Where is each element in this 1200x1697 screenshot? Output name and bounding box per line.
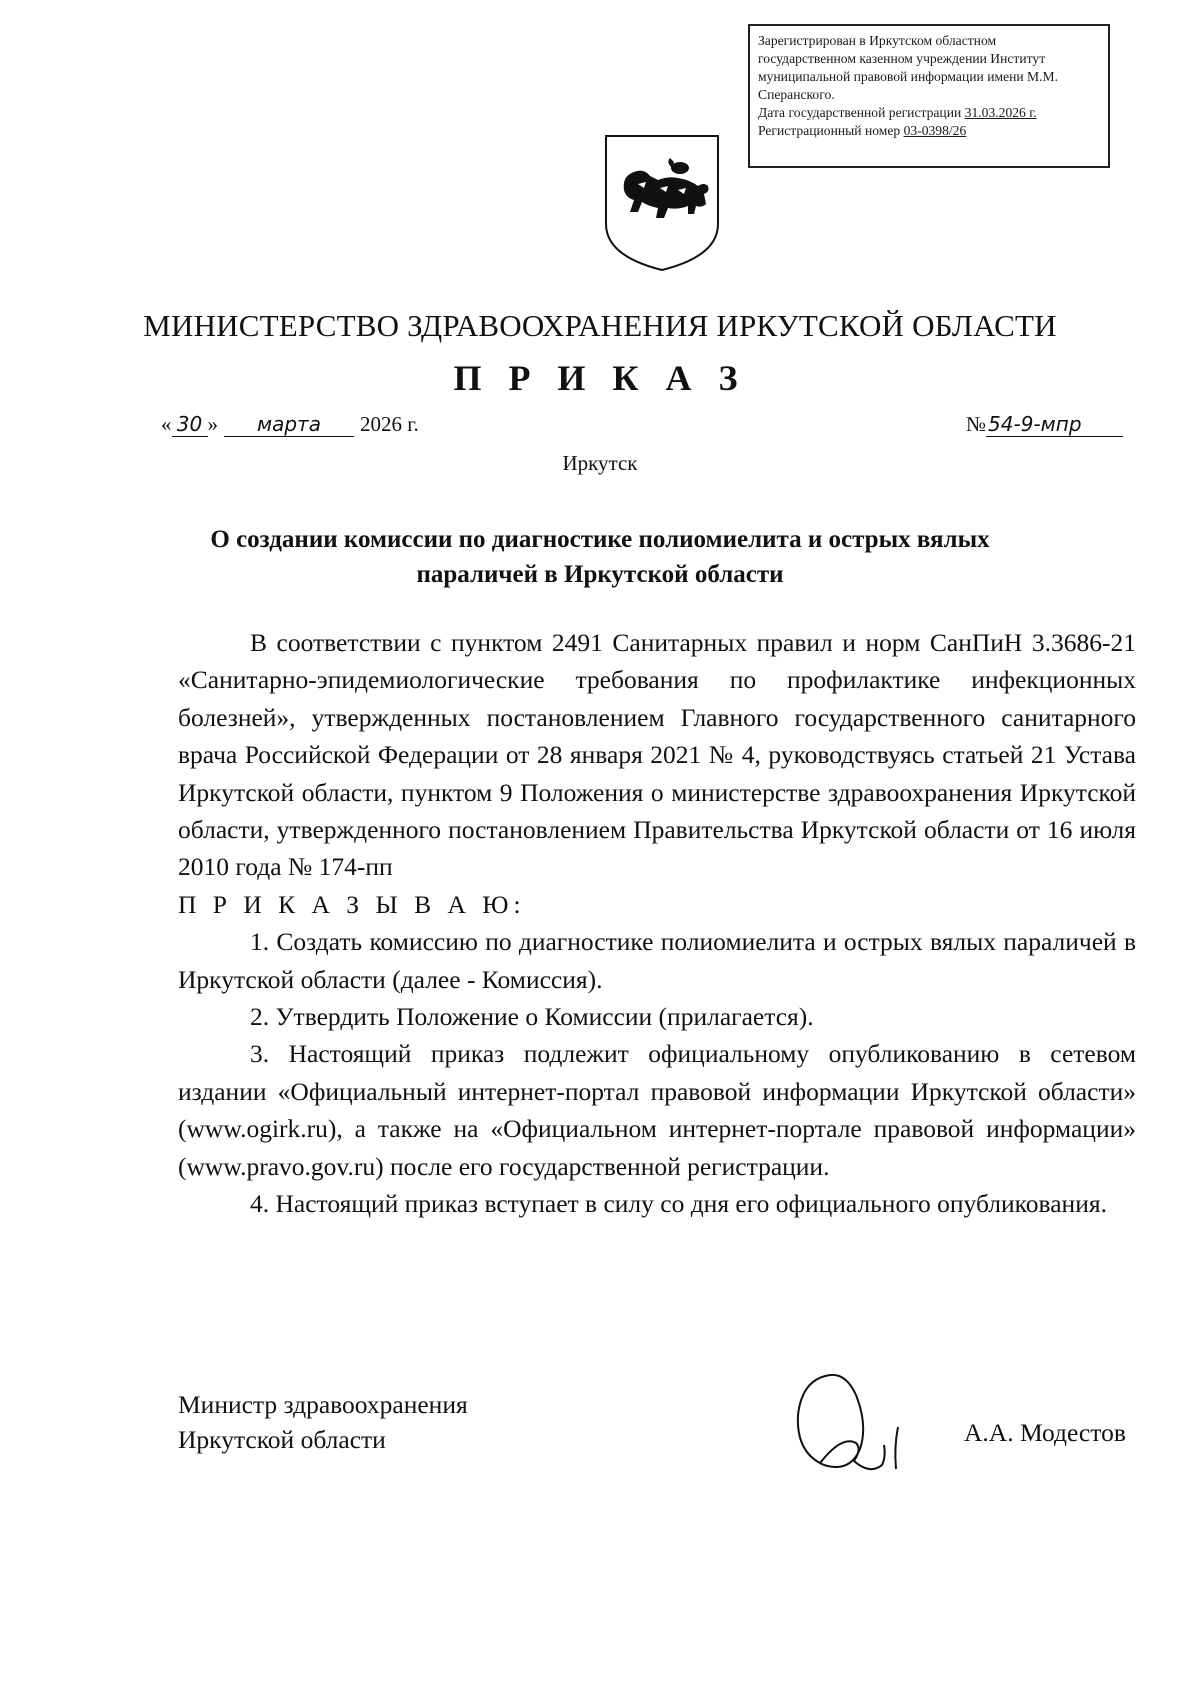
date-year: 2026 г.	[360, 412, 419, 436]
order-date	[161, 412, 419, 437]
signatory-title-line-1: Министр здравоохранения	[178, 1390, 468, 1419]
registration-number-label: Регистрационный номер	[758, 123, 904, 138]
order-item-1: 1. Создать комиссию по диагностике полиомиелита и острых вялых параличей в Иркутской области (далее - Комиссия).	[178, 927, 1136, 994]
city: Иркутск	[562, 451, 638, 475]
registration-date-label: Дата государственной регистрации	[758, 105, 965, 120]
registration-line-2: государственном казенном учреждении Институт	[758, 51, 1046, 66]
registration-number	[758, 122, 1100, 140]
date-day: 30	[172, 412, 208, 437]
document-type-title: П Р И К А З	[453, 358, 747, 398]
registration-stamp	[748, 24, 1110, 168]
order-item-3: 3. Настоящий приказ подлежит официальному опубликованию в сетевом издании «Официальный интернет-портал правовой информации Иркутской области» (www.ogirk.ru), а также на «Официальном интернет-портале правовой информации» (www.pravo.gov.ru) после его государственной регистрации.	[178, 1039, 1136, 1181]
heading-line-1: О создании комиссии по диагностике полиомиелита и острых вялых	[210, 526, 990, 553]
order-heading	[180, 522, 1020, 592]
order-body	[178, 624, 1136, 1223]
signatory-name: А.А. Модестов	[964, 1418, 1126, 1447]
order-number-label: №	[966, 412, 987, 436]
date-close-quote: »	[207, 412, 218, 436]
ministry-name: МИНИСТЕРСТВО ЗДРАВООХРАНЕНИЯ ИРКУТСКОЙ ОБЛАСТИ	[143, 308, 1057, 343]
preamble-paragraph: В соответствии с пунктом 2491 Санитарных правил и норм СанПиН 3.3686-21 «Санитарно-эпидемиологические требования по профилактике инфекционных болезней», утвержденных постановлением Главного государственного санитарного врача Российской Федерации от 28 января 2021 № 4, руководствуясь статьей 21 Устава Иркутской области, пунктом 9 Положения о министерстве здравоохранения Иркутской области, утвержденного постановлением Правительства Иркутской области от 16 июля 2010 года № 174-пп	[178, 628, 1136, 882]
registration-date	[758, 104, 1100, 122]
order-number-value: 54-9-мпр	[986, 412, 1123, 437]
order-item-4: 4. Настоящий приказ вступает в силу со дня его официального опубликования.	[250, 1189, 1107, 1219]
registration-line-3: муниципальной правовой информации имени М.М.	[758, 69, 1059, 84]
heading-line-2: параличей в Иркутской области	[416, 561, 784, 588]
registration-number-value: 03-0398/26	[903, 123, 967, 138]
signatory-title-line-2: Иркутской области	[178, 1425, 386, 1454]
registration-line-4: Сперанского.	[758, 87, 835, 102]
date-month: марта	[224, 412, 354, 437]
signatory-title	[178, 1387, 468, 1457]
registration-line-1: Зарегистрирован в Иркутском областном	[758, 33, 997, 48]
irkutsk-coat-of-arms-icon	[598, 132, 726, 274]
date-open-quote: «	[161, 412, 172, 436]
registration-date-value: 31.03.2026 г.	[964, 105, 1037, 120]
handwritten-signature	[790, 1365, 920, 1483]
order-item-2: 2. Утвердить Положение о Комиссии (прилагается).	[250, 1002, 814, 1032]
order-number	[966, 412, 1123, 437]
prikazyvayu-heading: П Р И К А З Ы В А Ю:	[178, 889, 526, 919]
